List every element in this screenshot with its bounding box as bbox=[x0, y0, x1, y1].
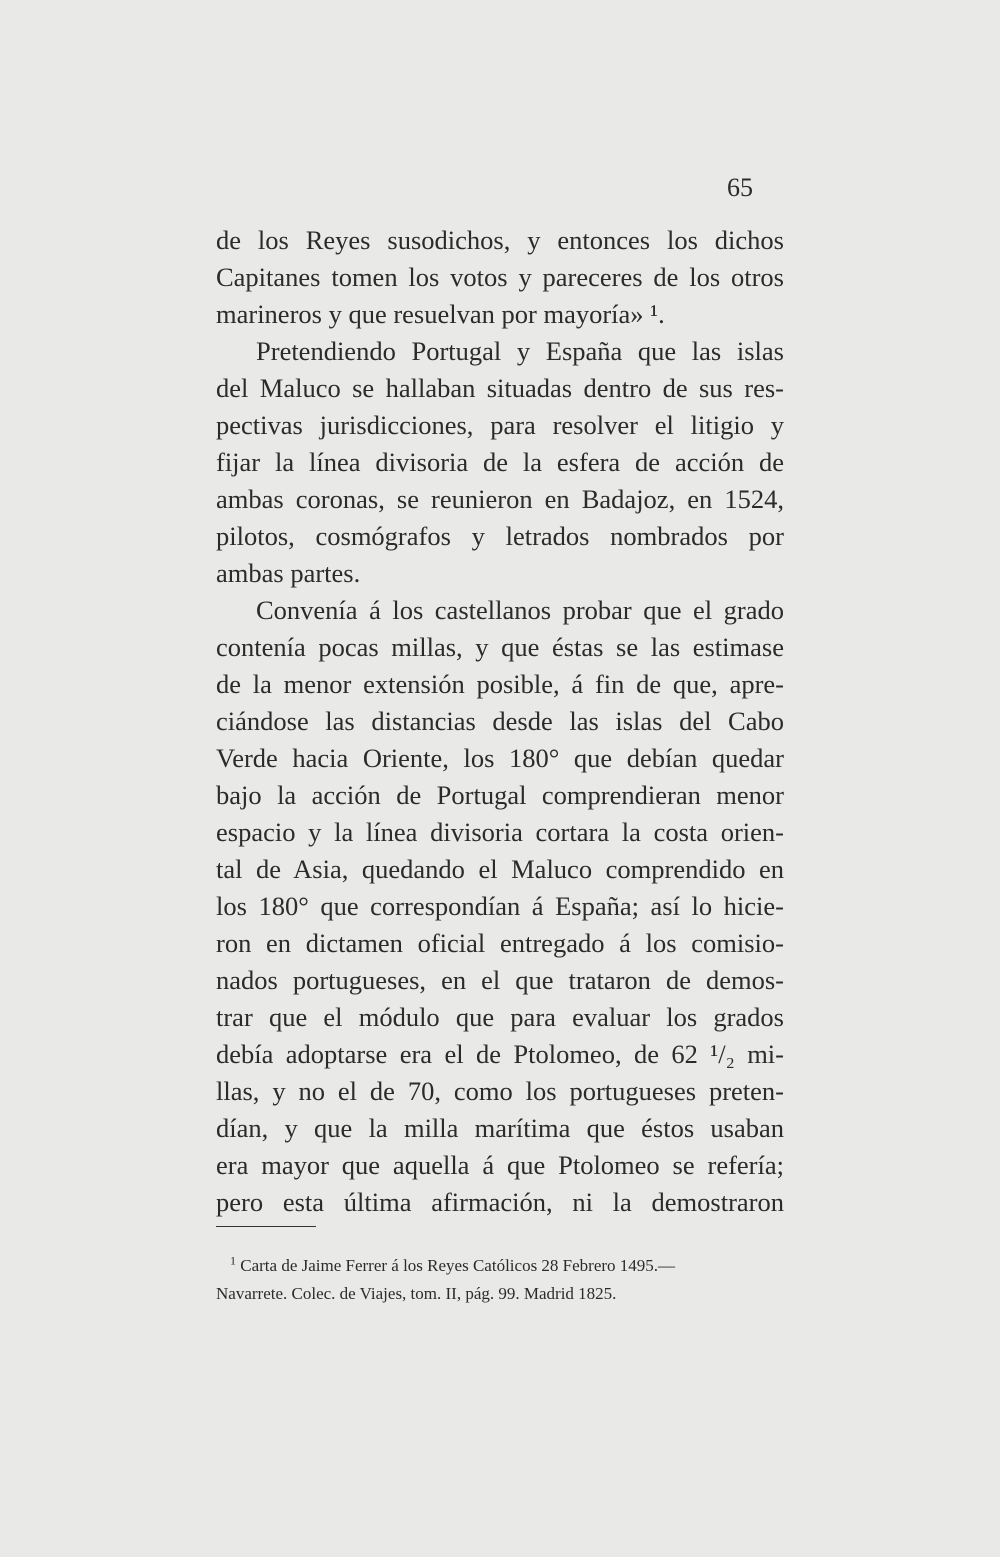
text-line: tal de Asia, quedando el Maluco comprendido en bbox=[216, 854, 784, 884]
text-line: pero esta última afirmación, ni la demostraron bbox=[216, 1187, 784, 1217]
text-line: los 180° que correspondían á España; así lo hicie- bbox=[216, 891, 784, 921]
text-line: ambas partes. bbox=[216, 558, 361, 588]
text-line: ciándose las distancias desde las islas del Cabo bbox=[216, 706, 784, 736]
text-line: pilotos, cosmógrafos y letrados nombrados por bbox=[216, 521, 784, 551]
text-line: Pretendiendo Portugal y España que las islas bbox=[256, 336, 784, 366]
text-line: bajo la acción de Portugal comprendieran menor bbox=[216, 780, 784, 810]
footnote-text: Carta de Jaime Ferrer á los Reyes Católicos 28 Febrero 1495.— bbox=[240, 1256, 676, 1275]
text-line: Capitanes tomen los votos y pareceres de los otros bbox=[216, 262, 784, 292]
footnote-divider bbox=[216, 1226, 316, 1227]
text-line: nados portugueses, en el que trataron de demos- bbox=[216, 965, 784, 995]
text-line: del Maluco se hallaban situadas dentro de sus res- bbox=[216, 373, 784, 403]
page-number: 65 bbox=[727, 173, 753, 202]
text-line: debía adoptarse era el de Ptolomeo, de 62 ¹/₂ mi- bbox=[216, 1039, 784, 1069]
text-line: Verde hacia Oriente, los 180° que debían quedar bbox=[216, 743, 784, 773]
text-line: dían, y que la milla marítima que éstos usaban bbox=[216, 1113, 784, 1143]
footnote-line bbox=[230, 1254, 784, 1278]
text-line: fijar la línea divisoria de la esfera de acción de bbox=[216, 447, 784, 477]
text-line: era mayor que aquella á que Ptolomeo se refería; bbox=[216, 1150, 784, 1180]
text-line: contenía pocas millas, y que éstas se las estimase bbox=[216, 632, 784, 662]
text-line: de la menor extensión posible, á fin de que, apre- bbox=[216, 669, 784, 699]
text-line: Convenía á los castellanos probar que el grado bbox=[256, 595, 784, 625]
footnote-line: Navarrete. Colec. de Viajes, tom. II, pág. 99. Madrid 1825. bbox=[216, 1284, 617, 1303]
text-line: de los Reyes susodichos, y entonces los dichos bbox=[216, 225, 784, 255]
text-line: trar que el módulo que para evaluar los grados bbox=[216, 1002, 784, 1032]
text-line: llas, y no el de 70, como los portugueses preten- bbox=[216, 1076, 784, 1106]
text-line: espacio y la línea divisoria cortara la costa orien- bbox=[216, 817, 784, 847]
text-line: ron en dictamen oficial entregado á los comisio- bbox=[216, 928, 784, 958]
text-line: pectivas jurisdicciones, para resolver el litigio y bbox=[216, 410, 784, 440]
footnote-marker: 1 bbox=[230, 1253, 236, 1268]
text-line: marineros y que resuelvan por mayoría» ¹. bbox=[216, 299, 665, 329]
text-line: ambas coronas, se reunieron en Badajoz, en 1524, bbox=[216, 484, 784, 514]
